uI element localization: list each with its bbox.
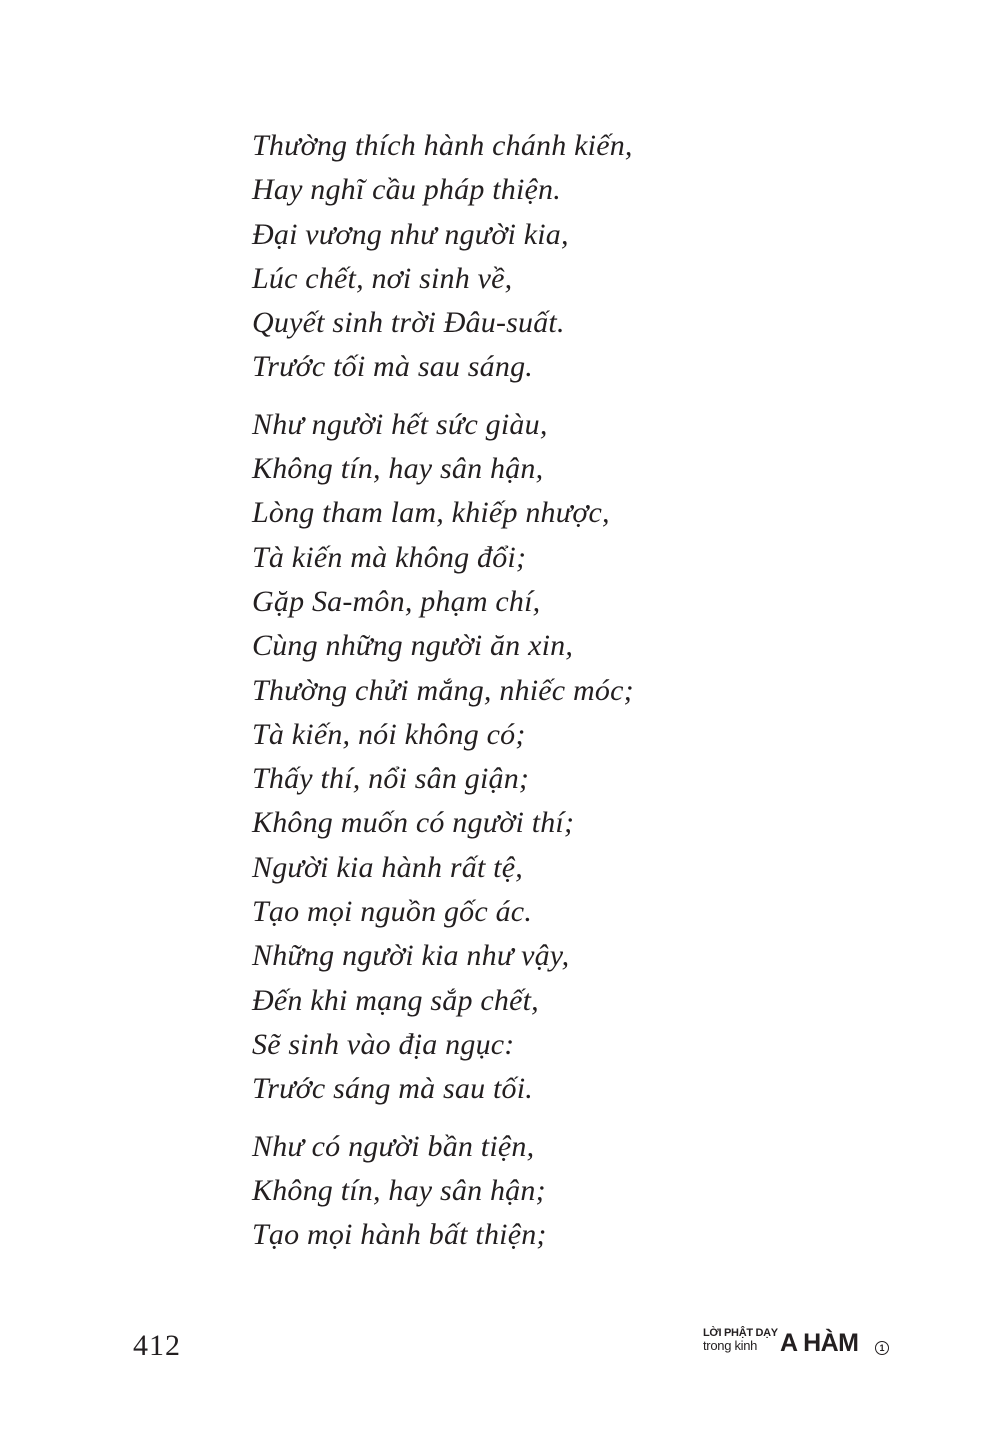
page-footer [0, 1318, 1000, 1378]
book-title-line2: trong kinh [703, 1338, 758, 1353]
poem-line: Đến khi mạng sắp chết, [252, 983, 539, 1017]
stanza-3 [252, 1125, 812, 1258]
poem-line: Thường chửi mắng, nhiếc móc; [252, 673, 634, 707]
poem-line: Lòng tham lam, khiếp nhược, [252, 496, 610, 530]
poem-line: Những người kia như vậy, [252, 939, 570, 973]
poem-line: Sẽ sinh vào địa ngục: [252, 1027, 515, 1061]
poem-line: Trước tối mà sau sáng. [252, 350, 533, 384]
page-number: 412 [133, 1329, 181, 1362]
poem-line: Như có người bần tiện, [252, 1129, 535, 1163]
stanza-1 [252, 124, 812, 390]
poem-line: Như người hết sức giàu, [252, 407, 548, 441]
poem-line: Không tín, hay sân hận, [252, 452, 544, 486]
poem-line: Cùng những người ăn xin, [252, 629, 574, 663]
poem-body [252, 124, 812, 1270]
poem-line: Tà kiến mà không đổi; [252, 540, 527, 574]
poem-line: Tạo mọi nguồn gốc ác. [252, 895, 533, 929]
stanza-2 [252, 403, 812, 1112]
poem-line: Hay nghĩ cầu pháp thiện. [252, 173, 561, 207]
poem-line: Không tín, hay sân hận; [252, 1173, 546, 1207]
poem-line: Không muốn có người thí; [252, 806, 575, 840]
poem-line: Tà kiến, nói không có; [252, 717, 526, 751]
poem-line: Gặp Sa-môn, phạm chí, [252, 584, 541, 618]
book-title-logo [703, 1327, 893, 1367]
poem-line: Tạo mọi hành bất thiện; [252, 1218, 547, 1252]
volume-badge: 1 [875, 1341, 889, 1355]
book-title-prefix [703, 1327, 778, 1354]
poem-line: Lúc chết, nơi sinh về, [252, 261, 513, 295]
poem-line: Trước sáng mà sau tối. [252, 1072, 533, 1106]
poem-line: Quyết sinh trời Đâu-suất. [252, 306, 565, 340]
poem-line: Thường thích hành chánh kiến, [252, 129, 633, 162]
book-title-main: A HÀM [780, 1329, 859, 1357]
poem-line: Đại vương như người kia, [252, 217, 569, 251]
poem-line: Người kia hành rất tệ, [252, 850, 523, 884]
poem-line: Thấy thí, nổi sân giận; [252, 762, 530, 796]
book-title-line1: LỜI PHẬT DẠY [703, 1327, 778, 1339]
